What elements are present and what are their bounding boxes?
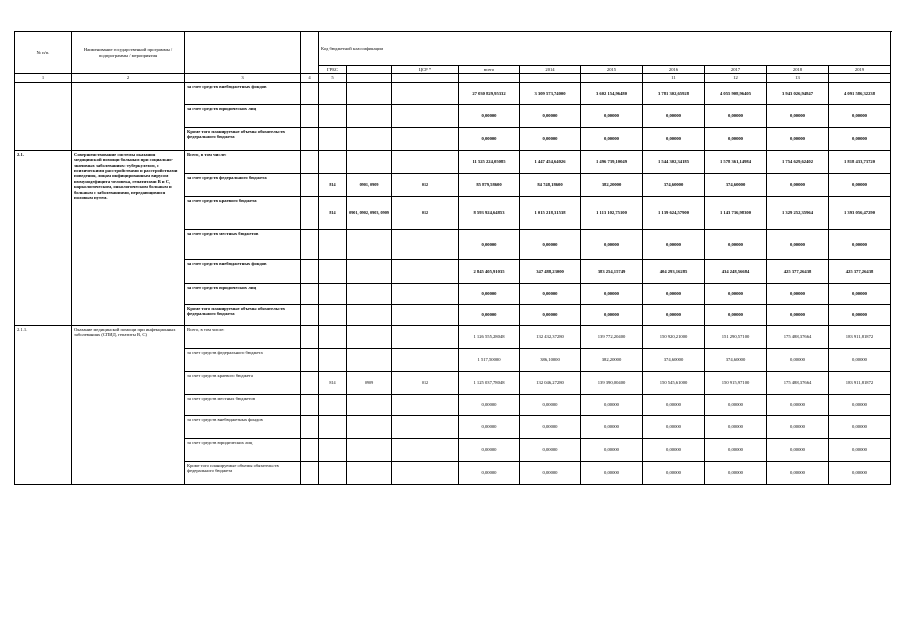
section-code (347, 348, 392, 371)
grbs-code: 814 (319, 371, 347, 394)
gap-cell (301, 82, 319, 104)
funding-source: за счет средств внебюджетных фондов (185, 259, 301, 283)
value-year: 1 578 361,14984 (705, 150, 767, 173)
funding-source: за счет средств краевого бюджета (185, 196, 301, 229)
csr-code (392, 325, 459, 348)
header-gap (301, 32, 319, 74)
funding-source: за счет средств юридических лиц (185, 438, 301, 461)
row-number (15, 82, 72, 150)
value-year: 374,60000 (705, 173, 767, 196)
value-year: 0,00000 (705, 229, 767, 259)
csr-code: 012 (392, 371, 459, 394)
value-year: 1 143 736,98300 (705, 196, 767, 229)
gap-cell (301, 438, 319, 461)
index-cell: 4 (301, 74, 319, 82)
header-code: Код бюджетной классификации (319, 32, 891, 66)
value-year: 0,00000 (520, 104, 581, 127)
value-year: 0,00000 (520, 283, 581, 304)
grbs-code (319, 394, 347, 415)
index-cell (347, 74, 392, 82)
value-year: 132 432,37280 (520, 325, 581, 348)
value-year: 0,00000 (829, 438, 891, 461)
value-total: 0,00000 (459, 283, 520, 304)
csr-code (392, 229, 459, 259)
index-cell: 2 (72, 74, 185, 82)
gap-cell (301, 229, 319, 259)
gap-cell (301, 304, 319, 325)
csr-code (392, 304, 459, 325)
header-year: 2015 (581, 66, 643, 74)
csr-code (392, 461, 459, 484)
value-year: 0,00000 (705, 438, 767, 461)
value-year: 0,00000 (581, 438, 643, 461)
value-year: 383 254,15749 (581, 259, 643, 283)
csr-code (392, 150, 459, 173)
gap-cell (301, 104, 319, 127)
section-code: 0909 (347, 371, 392, 394)
section-code (347, 150, 392, 173)
section-code (347, 283, 392, 304)
csr-code (392, 104, 459, 127)
funding-source: за счет средств федерального бюджета (185, 348, 301, 371)
value-year: 0,00000 (643, 104, 705, 127)
value-year: 3 781 302,65928 (643, 82, 705, 104)
value-year: 0,00000 (829, 461, 891, 484)
index-cell (581, 74, 643, 82)
value-year: 0,00000 (643, 283, 705, 304)
value-year: 0,00000 (520, 394, 581, 415)
section-code (347, 438, 392, 461)
value-year: 386,10000 (520, 348, 581, 371)
measure-name: Совершенствование системы оказания медицинской помощи больным при социально-значимых заболеваниях: туберкулезом, с психическими расстройствами и расстройствами поведения, лицам инфицированным вирусом иммунодефицита человека, гепатитами В и С, наркологическим, онкологическим больным и больным с заболеваниями, передающимися половым путем. (72, 150, 185, 325)
value-year: 150 920,21000 (643, 325, 705, 348)
value-year: 0,00000 (520, 461, 581, 484)
measure-name: Оказание медицинской помощи при инфекционных заболеваниях (СПИД, гепатиты В, С) (72, 325, 185, 484)
value-year: 347 488,23000 (520, 259, 581, 283)
grbs-code (319, 415, 347, 438)
value-year: 0,00000 (829, 415, 891, 438)
value-year: 1 113 102,75100 (581, 196, 643, 229)
value-year: 0,00000 (767, 394, 829, 415)
index-cell (459, 74, 520, 82)
section-code (347, 304, 392, 325)
csr-code: 012 (392, 173, 459, 196)
csr-code (392, 415, 459, 438)
value-year: 132 046,27280 (520, 371, 581, 394)
value-year: 374,60000 (705, 348, 767, 371)
value-year: 382,20000 (581, 348, 643, 371)
value-year: 4 091 586,32238 (829, 82, 891, 104)
value-year: 4 055 908,96405 (705, 82, 767, 104)
grbs-code (319, 461, 347, 484)
value-year: 1 139 624,57900 (643, 196, 705, 229)
funding-source: за счет средств краевого бюджета (185, 371, 301, 394)
section-code (347, 325, 392, 348)
value-year: 0,00000 (581, 304, 643, 325)
measure-name (72, 82, 185, 150)
value-total: 1 126 555,28048 (459, 325, 520, 348)
value-year: 0,00000 (705, 461, 767, 484)
value-year: 0,00000 (581, 229, 643, 259)
value-year: 425 377,26438 (829, 259, 891, 283)
value-total: 1 125 037,78048 (459, 371, 520, 394)
index-cell: 11 (643, 74, 705, 82)
header-year: 2018 (767, 66, 829, 74)
value-year: 0,00000 (581, 415, 643, 438)
funding-source: за счет средств юридических лиц (185, 104, 301, 127)
index-cell (520, 74, 581, 82)
funding-source: за счет средств юридических лиц (185, 283, 301, 304)
csr-code (392, 283, 459, 304)
header-source (185, 32, 301, 74)
value-year: 0,00000 (581, 283, 643, 304)
section-code (347, 127, 392, 150)
grbs-code: 814 (319, 173, 347, 196)
gap-cell (301, 150, 319, 173)
value-year: 0,00000 (520, 229, 581, 259)
value-year: 175 488,37664 (767, 371, 829, 394)
value-year: 3 602 154,96480 (581, 82, 643, 104)
budget-table-sheet (14, 31, 890, 485)
funding-source: Всего, в том числе: (185, 325, 301, 348)
value-year: 0,00000 (643, 229, 705, 259)
value-year: 382,20000 (581, 173, 643, 196)
value-year: 0,00000 (767, 173, 829, 196)
value-year: 0,00000 (705, 104, 767, 127)
section-code (347, 104, 392, 127)
header-year: 2016 (643, 66, 705, 74)
section-code (347, 82, 392, 104)
value-total: 0,00000 (459, 461, 520, 484)
header-year: 2014 (520, 66, 581, 74)
funding-source: Кроме того планируемые объемы обязательств федерального бюджета (185, 461, 301, 484)
value-year: 3 309 573,74000 (520, 82, 581, 104)
grbs-code (319, 82, 347, 104)
value-year: 0,00000 (829, 229, 891, 259)
csr-code (392, 259, 459, 283)
value-year: 0,00000 (705, 304, 767, 325)
csr-code (392, 348, 459, 371)
value-year: 0,00000 (829, 348, 891, 371)
value-year: 0,00000 (643, 438, 705, 461)
index-cell: 13 (767, 74, 829, 82)
value-total: 0,00000 (459, 438, 520, 461)
value-year: 0,00000 (581, 104, 643, 127)
gap-cell (301, 394, 319, 415)
funding-source: за счет средств местных бюджетов (185, 229, 301, 259)
index-cell: 1 (15, 74, 72, 82)
value-year: 1 754 629,62402 (767, 150, 829, 173)
value-total: 27 030 829,95332 (459, 82, 520, 104)
value-year: 0,00000 (705, 394, 767, 415)
value-year: 0,00000 (643, 127, 705, 150)
value-total: 0,00000 (459, 127, 520, 150)
header-year: 2017 (705, 66, 767, 74)
section-code: 0901, 0902, 0903, 0909 (347, 196, 392, 229)
value-year: 0,00000 (520, 438, 581, 461)
gap-cell (301, 259, 319, 283)
funding-source: за счет средств местных бюджетов (185, 394, 301, 415)
gap-cell (301, 371, 319, 394)
grbs-code: 814 (319, 196, 347, 229)
table-row (15, 150, 891, 173)
row-number: 2.1. (15, 150, 72, 325)
index-cell: 5 (319, 74, 347, 82)
value-year: 404 293,16285 (643, 259, 705, 283)
value-year: 139 390,00400 (581, 371, 643, 394)
funding-source: за счет средств внебюджетных фондов (185, 82, 301, 104)
value-year: 0,00000 (705, 415, 767, 438)
funding-source: за счет средств федерального бюджета (185, 173, 301, 196)
value-year: 0,00000 (581, 461, 643, 484)
section-code (347, 394, 392, 415)
value-year: 1 393 056,47290 (829, 196, 891, 229)
index-row (15, 74, 891, 82)
value-year: 0,00000 (520, 415, 581, 438)
value-year: 183 911,81872 (829, 325, 891, 348)
csr-code (392, 438, 459, 461)
funding-source: Кроме того планируемые объемы обязательств федерального бюджета (185, 304, 301, 325)
value-year: 0,00000 (767, 104, 829, 127)
value-year: 0,00000 (829, 394, 891, 415)
value-year: 151 290,57100 (705, 325, 767, 348)
funding-source: Кроме того планируемые объемы обязательств федерального бюджета (185, 127, 301, 150)
value-total: 8 593 924,64853 (459, 196, 520, 229)
value-year: 175 488,37664 (767, 325, 829, 348)
csr-code (392, 394, 459, 415)
value-year: 0,00000 (581, 394, 643, 415)
section-code (347, 229, 392, 259)
value-year: 0,00000 (829, 127, 891, 150)
value-year: 0,00000 (829, 304, 891, 325)
value-year: 374,60000 (643, 348, 705, 371)
gap-cell (301, 348, 319, 371)
value-total: 11 525 224,05085 (459, 150, 520, 173)
value-year: 0,00000 (829, 173, 891, 196)
value-year: 0,00000 (767, 127, 829, 150)
value-year: 1 544 302,34185 (643, 150, 705, 173)
csr-code: 012 (392, 196, 459, 229)
gap-cell (301, 127, 319, 150)
value-total: 2 845 405,91035 (459, 259, 520, 283)
value-year: 0,00000 (643, 415, 705, 438)
section-code (347, 259, 392, 283)
value-year: 0,00000 (767, 348, 829, 371)
csr-code (392, 127, 459, 150)
value-year: 0,00000 (767, 461, 829, 484)
value-year: 425 377,26438 (767, 259, 829, 283)
value-year: 0,00000 (705, 283, 767, 304)
value-total: 0,00000 (459, 104, 520, 127)
value-year: 0,00000 (705, 127, 767, 150)
table-row (15, 325, 891, 348)
value-year: 0,00000 (767, 415, 829, 438)
value-year: 0,00000 (581, 127, 643, 150)
header-csr: ЦСР * (392, 66, 459, 74)
header-grbs: ГРБС (319, 66, 347, 74)
header-row-1 (15, 32, 891, 66)
value-year: 0,00000 (829, 104, 891, 127)
grbs-code (319, 259, 347, 283)
grbs-code (319, 104, 347, 127)
value-year: 0,00000 (520, 127, 581, 150)
header-num: № п/п. (15, 32, 72, 74)
value-year: 374,60000 (643, 173, 705, 196)
funding-source: за счет средств внебюджетных фондов (185, 415, 301, 438)
header-total: всего (459, 66, 520, 74)
section-code (347, 461, 392, 484)
header-rz (347, 66, 392, 74)
index-cell: 12 (705, 74, 767, 82)
index-cell: 3 (185, 74, 301, 82)
index-cell (392, 74, 459, 82)
row-number: 2.1.1. (15, 325, 72, 484)
value-year: 0,00000 (767, 304, 829, 325)
section-code: 0901, 0909 (347, 173, 392, 196)
value-year: 1 496 739,10049 (581, 150, 643, 173)
value-year: 0,00000 (520, 304, 581, 325)
value-year: 3 943 026,94847 (767, 82, 829, 104)
index-cell (829, 74, 891, 82)
value-year: 150 545,61000 (643, 371, 705, 394)
value-year: 0,00000 (829, 283, 891, 304)
value-year: 139 772,20400 (581, 325, 643, 348)
value-year: 434 248,56684 (705, 259, 767, 283)
grbs-code (319, 150, 347, 173)
value-year: 1 818 433,73720 (829, 150, 891, 173)
gap-cell (301, 461, 319, 484)
value-year: 0,00000 (767, 229, 829, 259)
value-year: 0,00000 (643, 304, 705, 325)
value-year: 1 015 218,31538 (520, 196, 581, 229)
table-row (15, 82, 891, 104)
gap-cell (301, 325, 319, 348)
value-year: 150 915,97100 (705, 371, 767, 394)
value-year: 0,00000 (767, 438, 829, 461)
grbs-code (319, 348, 347, 371)
gap-cell (301, 283, 319, 304)
value-year: 84 748,18600 (520, 173, 581, 196)
value-year: 0,00000 (643, 461, 705, 484)
value-total: 0,00000 (459, 229, 520, 259)
grbs-code (319, 283, 347, 304)
value-total: 1 517,50000 (459, 348, 520, 371)
grbs-code (319, 127, 347, 150)
value-year: 0,00000 (767, 283, 829, 304)
value-total: 0,00000 (459, 394, 520, 415)
value-total: 0,00000 (459, 415, 520, 438)
value-total: 85 879,58600 (459, 173, 520, 196)
value-total: 0,00000 (459, 304, 520, 325)
funding-source: Всего, в том числе: (185, 150, 301, 173)
budget-table (14, 31, 891, 485)
gap-cell (301, 173, 319, 196)
grbs-code (319, 229, 347, 259)
grbs-code (319, 304, 347, 325)
value-year: 1 329 252,35964 (767, 196, 829, 229)
header-name: Наименование государственной программы / подпрограммы / мероприятия (72, 32, 185, 74)
value-year: 1 447 454,64026 (520, 150, 581, 173)
gap-cell (301, 196, 319, 229)
gap-cell (301, 415, 319, 438)
grbs-code (319, 325, 347, 348)
header-year: 2019 (829, 66, 891, 74)
csr-code (392, 82, 459, 104)
section-code (347, 415, 392, 438)
grbs-code (319, 438, 347, 461)
value-year: 183 911,81872 (829, 371, 891, 394)
value-year: 0,00000 (643, 394, 705, 415)
